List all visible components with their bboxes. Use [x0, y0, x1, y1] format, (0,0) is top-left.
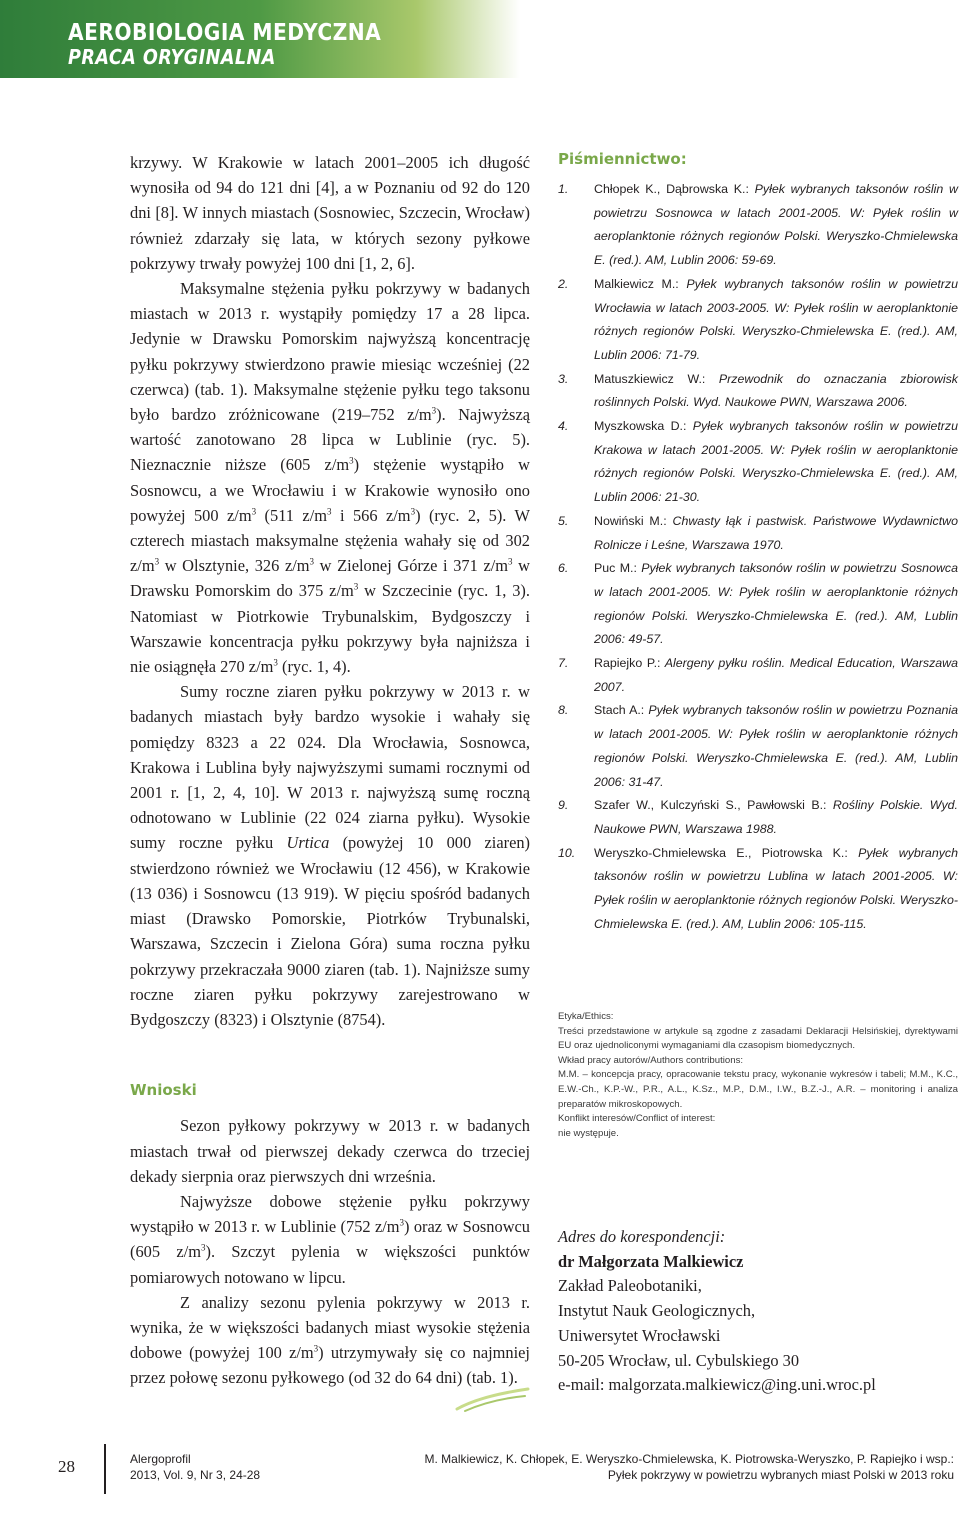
footer-authors: M. Malkiewicz, K. Chłopek, E. Weryszko-Chmielewska, K. Piotrowska-Weryszko, P. Rapiejko i wsp.:	[424, 1452, 954, 1466]
contributions-text: M.M. – koncepcja pracy, opracowanie tekstu pracy, wykonanie wykresów i tabeli; M.M., K.C., E.W.-Ch., K.P.-W., P.R., A.L., K.Sz., M.P., D.M., I.W., B.Z.-J., A.R. – monitoring i analiza preparatów mikroskopowych.	[558, 1069, 958, 1110]
reference-item: 3. Matuszkiewicz W.: Przewodnik do oznaczania zbiorowisk roślinnych Polski. Wyd. Naukowe PWN, Warszawa 2006.	[558, 371, 958, 410]
correspondence-name: dr Małgorzata Malkiewicz	[558, 1251, 744, 1271]
article-type-label: PRACA ORYGINALNA	[68, 45, 276, 69]
paragraph: krzywy. W Krakowie w latach 2001–2005 ich długość wynosiła od 94 do 121 dni [4], a w Poznaniu od 92 do 120 dni [8]. W innych miastach (Sosnowiec, Szczecin, Wrocław) również zdarzały się lata, w których sezony pyłkowe pokrzywy trwały powyżej 100 dni [1, 2, 6].	[130, 153, 530, 273]
correspondence-line: Zakład Paleobotaniki,	[558, 1276, 702, 1296]
correspondence-line: Instytut Nauk Geologicznych,	[558, 1301, 756, 1321]
footer-volume: 2013, Vol. 9, Nr 3, 24-28	[130, 1468, 261, 1482]
paragraph: Maksymalne stężenia pyłku pokrzywy w badanych miastach w 2013 r. wystąpiły pomiędzy 17 a 28 lipca. Jedynie w Drawsku Pomorskim najwyższą koncentrację pyłku pokrzywy stwierdzono prawie miesiąc wcześniej (22 czerwca) (tab. 1). Maksymalne stężenie pyłku tego taksonu było bardzo zróżnicowane (219–752 $z/m^3$). Najwyższą wartość zanotowano 28 lipca w Lublinie (ryc. 5). Nieznacznie niższe (605 $z/m^3$) stężenie wystąpiło w Sosnowcu, a we Wrocławiu i w Krakowie wynosiło ono powyżej 500 $z/m^3$ (511 $z/m^3$ i 566 $z/m^3$) (ryc. 2, 5). W czterech miastach maksymalne stężenia wahały się od 302 $z/m^3$ w Olsztynie, 326 $z/m^3$ w Zielonej Górze i 371 $z/m^3$ w Drawsku Pomorskim do 375 $z/m^3$ w Szczecinie (ryc. 1, 3). Natomiast w Piotrkowie Trybunalskim, Bydgoszczy i Warszawie koncentracja pyłku pokrzywy była najniższa i nie osiągnęła 270 $z/m^3$ (ryc. 1, 4).	[130, 279, 531, 677]
ethics-block	[558, 1010, 958, 1141]
reference-item: 8. Stach A.: Pyłek wybranych taksonów roślin w powietrzu Poznania w latach 2001-2005. W: Pyłek roślin w aeroplanktonie różnych regionów Polski. Weryszko-Chmielewska E. (red.). AM, Lublin 2006: 31-47.	[558, 703, 958, 789]
correspondence-email[interactable]: e-mail: malgorzata.malkiewicz@ing.uni.wroc.pl	[558, 1375, 876, 1395]
genus-name: Urtica	[286, 833, 330, 853]
reference-item: 10. Weryszko-Chmielewska E., Piotrowska K.: Pyłek wybranych taksonów roślin w powietrzu Lublina w latach 2001-2005. W: Pyłek roślin w aeroplanktonie różnych regionów Polski. Weryszko-Chmielewska E. (red.). AM, Lublin 2006: 105-115.	[558, 845, 958, 931]
reference-item: 6. Puc M.: Pyłek wybranych taksonów roślin w powietrzu Sosnowca w latach 2001-2005. W: Pyłek roślin w aeroplanktonie różnych regionów Polski. Weryszko-Chmielewska E. (red.). AM, Lublin 2006: 49-57.	[558, 561, 959, 647]
paragraph: Sezon pyłkowy pokrzywy w 2013 r. w badanych miastach trwał od pierwszej dekady czerwca do trzeciej dekady sierpnia oraz pierwszych dni września.	[130, 1116, 530, 1186]
reference-item: 7. Rapiejko P.: Alergeny pyłku roślin. Medical Education, Warszawa 2007.	[558, 656, 958, 694]
correspondence-line: 50-205 Wrocław, ul. Cybulskiego 30	[558, 1350, 800, 1370]
page-number: 28	[58, 1457, 75, 1476]
paragraph: Sumy roczne ziaren pyłku pokrzywy w 2013 r. w badanych miastach były bardzo wysokie i wahały się pomiędzy 8323 a 22 024. Dla Wrocławia, Sosnowca, Krakowa i Lublina były najwyższymi sumami rocznymi od 2001 r. [1, 2, 4, 10]. W 2013 r. najwyższą sumę roczną odnotowano w Lublinie (22 024 ziarna pyłku). Wysokie sumy roczne pyłku Urtica (powyżej 10 000 ziaren) stwierdzono również we Wrocławiu (12 456), w Krakowie (13 036) i Sosnowcu (13 919). W pięciu spośród badanych miast (Drawsko Pomorskie, Piotrków Trybunalski, Warszawa, Szczecin i Zielona Góra) suma roczna pyłku pokrzywy przekraczała 9000 ziaren (tab. 1). Najniższe sumy roczne ziaren pyłku pokrzywy zarejestrowano w Bydgoszczy (8323) i Olsztynie (8754).	[130, 682, 530, 1029]
correspondence-block	[558, 1225, 958, 1398]
references-heading: Piśmiennictwo:	[558, 150, 687, 168]
paragraph: Najwyższe dobowe stężenie pyłku pokrzywy wystąpiło w 2013 r. w Lublinie (752 $z/m^3$) oraz w Sosnowcu (605 $z/m^3$). Szczyt pylenia w większości punktów pomiarowych notowano w lipcu.	[130, 1191, 530, 1287]
conclusions-heading: Wnioski	[130, 1081, 197, 1100]
conflict-label: Konflikt interesów/Conflict of interest:	[558, 1113, 716, 1125]
conflict-text: nie występuje.	[558, 1127, 619, 1139]
footer-title: Pyłek pokrzywy w powietrzu wybranych miast Polski w 2013 roku	[607, 1468, 954, 1482]
correspondence-line: Uniwersytet Wrocławski	[558, 1325, 721, 1345]
footer-journal-name: Alergoprofil	[130, 1452, 191, 1466]
journal-section-title: AEROBIOLOGIA MEDYCZNA	[68, 20, 382, 46]
reference-item: 5. Nowiński M.: Chwasty łąk i pastwisk. Państwowe Wydawnictwo Rolnicze i Leśne, Warszawa 1970.	[558, 513, 958, 552]
left-column	[130, 150, 530, 1391]
footer-divider	[104, 1444, 106, 1494]
footer-running-head	[394, 1451, 954, 1483]
reference-item: 2. Malkiewicz M.: Pyłek wybranych taksonów roślin w powietrzu Wrocławia w latach 2003-2005. W: Pyłek roślin w aeroplanktonie różnych regionów Polski. Weryszko-Chmielewska E. (red.). AM, Lublin 2006: 71-79.	[558, 276, 958, 362]
reference-item: 9. Szafer W., Kulczyński S., Pawłowski B.: Rośliny Polskie. Wyd. Naukowe PWN, Warszawa 1988.	[558, 798, 958, 836]
reference-item: 4. Myszkowska D.: Pyłek wybranych taksonów roślin w powietrzu Krakowa w latach 2001-2005. W: Pyłek roślin w aeroplanktonie różnych regionów Polski. Weryszko-Chmielewska E. (red.). AM, Lublin 2006: 21-30.	[558, 419, 958, 505]
decorative-swoosh	[455, 1385, 530, 1413]
correspondence-label: Adres do korespondencji:	[558, 1227, 726, 1246]
ethics-label: Etyka/Ethics:	[558, 1011, 614, 1022]
reference-item: 1. Chłopek K., Dąbrowska K.: Pyłek wybranych taksonów roślin w powietrzu Sosnowca w latach 2001-2005. W: Pyłek roślin w aeroplanktonie różnych regionów Polski. Weryszko-Chmielewska E. (red.). AM, Lublin 2006: 59-69.	[558, 182, 958, 268]
footer-journal-info	[130, 1451, 260, 1483]
contributions-label: Wkład pracy autorów/Authors contributions:	[558, 1054, 744, 1066]
ethics-text: Treści przedstawione w artykule są zgodne z zasadami Deklaracji Helsińskiej, dyrektywami EU oraz ujednoliconymi wymaganiami dla czasopism biomedycznych.	[558, 1025, 958, 1052]
references-list	[558, 178, 958, 937]
paragraph: Z analizy sezonu pylenia pokrzywy w 2013 r. wynika, że w większości badanych miast wysokie stężenia dobowe (powyżej 100 $z/m^3$) utrzymywały się co najmniej przez połowę sezonu pyłkowego (od 32 do 64 dni) (tab. 1).	[130, 1292, 530, 1388]
